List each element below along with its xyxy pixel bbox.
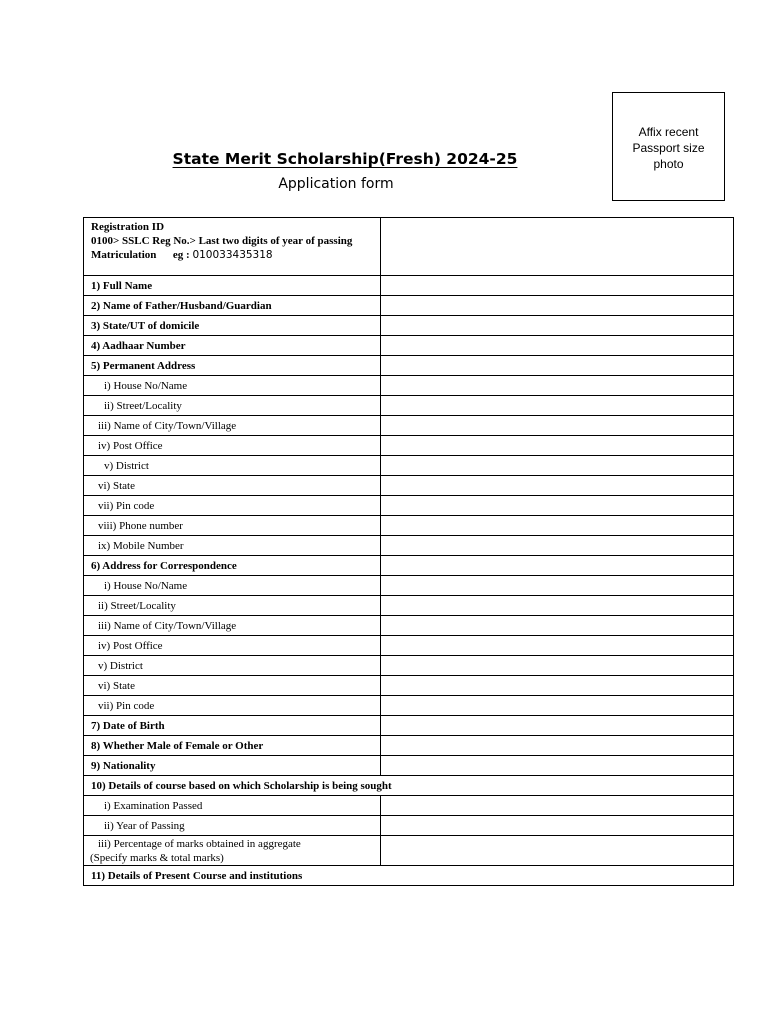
permanent-address-field[interactable] — [381, 356, 734, 376]
form-row — [84, 836, 734, 866]
form-title-text: State Merit Scholarship(Fresh) 2024-25 — [172, 150, 518, 168]
permanent-address-label: 5) Permanent Address — [84, 356, 381, 376]
form-row — [84, 496, 734, 516]
perm-district-field[interactable] — [381, 456, 734, 476]
form-row — [84, 556, 734, 576]
corr-post-field[interactable] — [381, 636, 734, 656]
form-row — [84, 416, 734, 436]
aadhaar-field[interactable] — [381, 336, 734, 356]
form-row — [84, 376, 734, 396]
corr-post-label: iv) Post Office — [84, 636, 381, 656]
form-row — [84, 336, 734, 356]
corr-district-field[interactable] — [381, 656, 734, 676]
percentage-label-line-1: iii) Percentage of marks obtained in aggregate — [98, 838, 301, 850]
form-row — [84, 716, 734, 736]
form-row — [84, 796, 734, 816]
form-row — [84, 276, 734, 296]
perm-post-field[interactable] — [381, 436, 734, 456]
registration-row — [84, 218, 734, 276]
dob-label: 7) Date of Birth — [84, 716, 381, 736]
full-name-field[interactable] — [381, 276, 734, 296]
photo-box-line-3: photo — [653, 157, 684, 171]
form-row — [84, 396, 734, 416]
exam-passed-field[interactable] — [381, 796, 734, 816]
perm-city-field[interactable] — [381, 416, 734, 436]
form-row — [84, 596, 734, 616]
form-row — [84, 656, 734, 676]
course-details-label: 10) Details of course based on which Scholarship is being sought — [84, 776, 734, 796]
perm-house-field[interactable] — [381, 376, 734, 396]
form-row — [84, 436, 734, 456]
domicile-field[interactable] — [381, 316, 734, 336]
registration-label — [84, 218, 381, 276]
perm-phone-field[interactable] — [381, 516, 734, 536]
form-title — [0, 150, 690, 168]
perm-street-label: ii) Street/Locality — [84, 396, 381, 416]
form-row — [84, 316, 734, 336]
gender-field[interactable] — [381, 736, 734, 756]
corr-district-label: v) District — [84, 656, 381, 676]
form-row — [84, 866, 734, 886]
corr-pin-field[interactable] — [381, 696, 734, 716]
registration-example-prefix: eg : — [172, 249, 190, 261]
registration-format-label: 0100> SSLC Reg No.> Last two digits of year of passing Matriculation eg : 010033435318 — [91, 235, 353, 261]
guardian-name-label: 2) Name of Father/Husband/Guardian — [84, 296, 381, 316]
domicile-label: 3) State/UT of domicile — [84, 316, 381, 336]
corr-city-field[interactable] — [381, 616, 734, 636]
corr-address-field[interactable] — [381, 556, 734, 576]
dob-field[interactable] — [381, 716, 734, 736]
registration-id-label: Registration ID — [91, 221, 165, 233]
corr-pin-label: vii) Pin code — [84, 696, 381, 716]
form-row — [84, 356, 734, 376]
application-form-table — [83, 217, 734, 886]
corr-state-label: vi) State — [84, 676, 381, 696]
present-course-label: 11) Details of Present Course and institutions — [84, 866, 734, 886]
perm-mobile-field[interactable] — [381, 536, 734, 556]
form-row — [84, 756, 734, 776]
form-row — [84, 676, 734, 696]
corr-house-field[interactable] — [381, 576, 734, 596]
form-row — [84, 456, 734, 476]
year-passing-label: ii) Year of Passing — [84, 816, 381, 836]
nationality-field[interactable] — [381, 756, 734, 776]
form-row — [84, 616, 734, 636]
perm-city-label: iii) Name of City/Town/Village — [84, 416, 381, 436]
photo-box-line-2: Passport size — [632, 141, 705, 155]
guardian-name-field[interactable] — [381, 296, 734, 316]
corr-street-label: ii) Street/Locality — [84, 596, 381, 616]
registration-id-field[interactable] — [381, 218, 734, 276]
percentage-label-line-2: (Specify marks & total marks) — [90, 852, 224, 864]
corr-state-field[interactable] — [381, 676, 734, 696]
form-row — [84, 816, 734, 836]
form-row — [84, 696, 734, 716]
full-name-label: 1) Full Name — [84, 276, 381, 296]
perm-state-field[interactable] — [381, 476, 734, 496]
perm-street-field[interactable] — [381, 396, 734, 416]
corr-address-label: 6) Address for Correspondence — [84, 556, 381, 576]
form-row — [84, 516, 734, 536]
exam-passed-label: i) Examination Passed — [84, 796, 381, 816]
year-passing-field[interactable] — [381, 816, 734, 836]
perm-mobile-label: ix) Mobile Number — [84, 536, 381, 556]
perm-district-label: v) District — [84, 456, 381, 476]
form-subtitle: Application form — [278, 176, 394, 192]
corr-house-label: i) House No/Name — [84, 576, 381, 596]
form-row — [84, 476, 734, 496]
registration-example-value: 010033435318 — [192, 249, 273, 261]
perm-state-label: vi) State — [84, 476, 381, 496]
form-row — [84, 536, 734, 556]
photo-box-line-1: Affix recent — [638, 125, 699, 139]
form-row — [84, 736, 734, 756]
perm-post-label: iv) Post Office — [84, 436, 381, 456]
form-row — [84, 776, 734, 796]
perm-pin-field[interactable] — [381, 496, 734, 516]
perm-pin-label: vii) Pin code — [84, 496, 381, 516]
perm-phone-label: viii) Phone number — [84, 516, 381, 536]
form-row — [84, 296, 734, 316]
form-row — [84, 576, 734, 596]
aadhaar-label: 4) Aadhaar Number — [84, 336, 381, 356]
corr-street-field[interactable] — [381, 596, 734, 616]
percentage-field[interactable] — [381, 836, 734, 866]
perm-house-label: i) House No/Name — [84, 376, 381, 396]
corr-city-label: iii) Name of City/Town/Village — [84, 616, 381, 636]
nationality-label: 9) Nationality — [84, 756, 381, 776]
percentage-label — [84, 836, 381, 866]
form-row — [84, 636, 734, 656]
gender-label: 8) Whether Male of Female or Other — [84, 736, 381, 756]
